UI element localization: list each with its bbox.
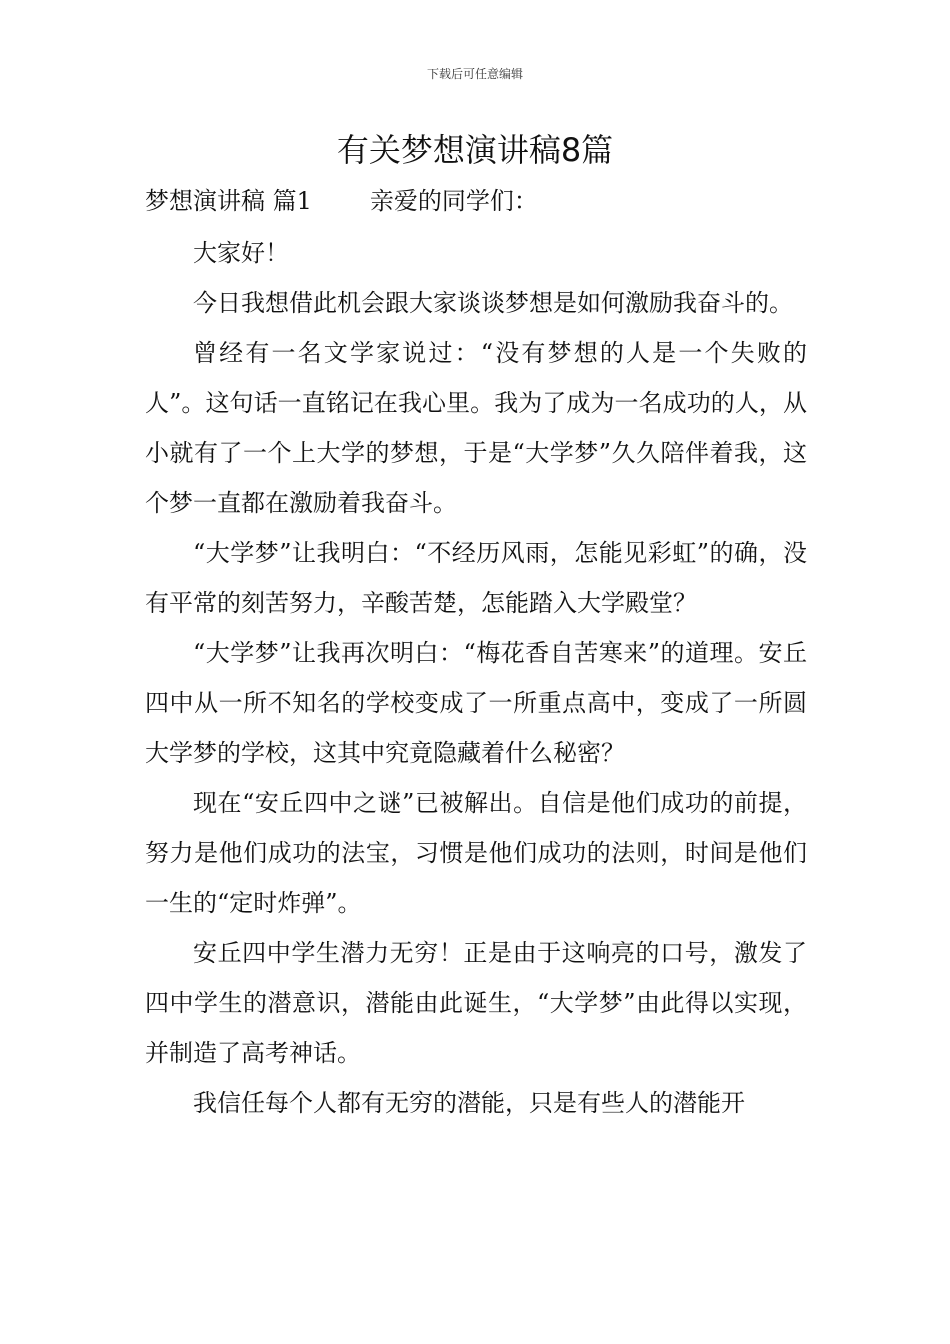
document-body xyxy=(145,178,807,1128)
document-title: 有关梦想演讲稿8篇 xyxy=(336,131,614,169)
header-note: 下载后可任意编辑 xyxy=(426,67,523,81)
salutation: 亲爱的同学们： xyxy=(369,187,538,215)
paragraph: 曾经有一名文学家说过：“没有梦想的人是一个失败的人”。这句话一直铭记在我心里。我为了成为一名成功的人，从小就有了一个上大学的梦想，于是“大学梦”久久陪伴着我，这个梦一直都在激励着我奋斗。 xyxy=(145,339,807,517)
section-heading-line xyxy=(145,178,807,224)
paragraph: “大学梦”让我明白：“不经历风雨，怎能见彩虹”的确，没有平常的刻苦努力，辛酸苦楚，怎能踏入大学殿堂？ xyxy=(145,539,807,617)
section-label: 梦想演讲稿 篇1 xyxy=(145,187,312,215)
paragraph: “大学梦”让我再次明白：“梅花香自苦寒来”的道理。安丘四中从一所不知名的学校变成了一所重点高中，变成了一所圆大学梦的学校，这其中究竟隐藏着什么秘密？ xyxy=(145,639,807,767)
paragraph: 我信任每个人都有无穷的潜能，只是有些人的潜能开 xyxy=(193,1089,745,1117)
paragraph: 今日我想借此机会跟大家谈谈梦想是如何激励我奋斗的。 xyxy=(193,289,793,317)
paragraph: 安丘四中学生潜力无穷！正是由于这响亮的口号，激发了四中学生的潜意识，潜能由此诞生，“大学梦”由此得以实现，并制造了高考神话。 xyxy=(145,939,807,1067)
paragraph: 大家好！ xyxy=(193,239,289,267)
paragraph: 现在“安丘四中之谜”已被解出。自信是他们成功的前提，努力是他们成功的法宝，习惯是他们成功的法则，时间是他们一生的“定时炸弹”。 xyxy=(145,789,807,917)
